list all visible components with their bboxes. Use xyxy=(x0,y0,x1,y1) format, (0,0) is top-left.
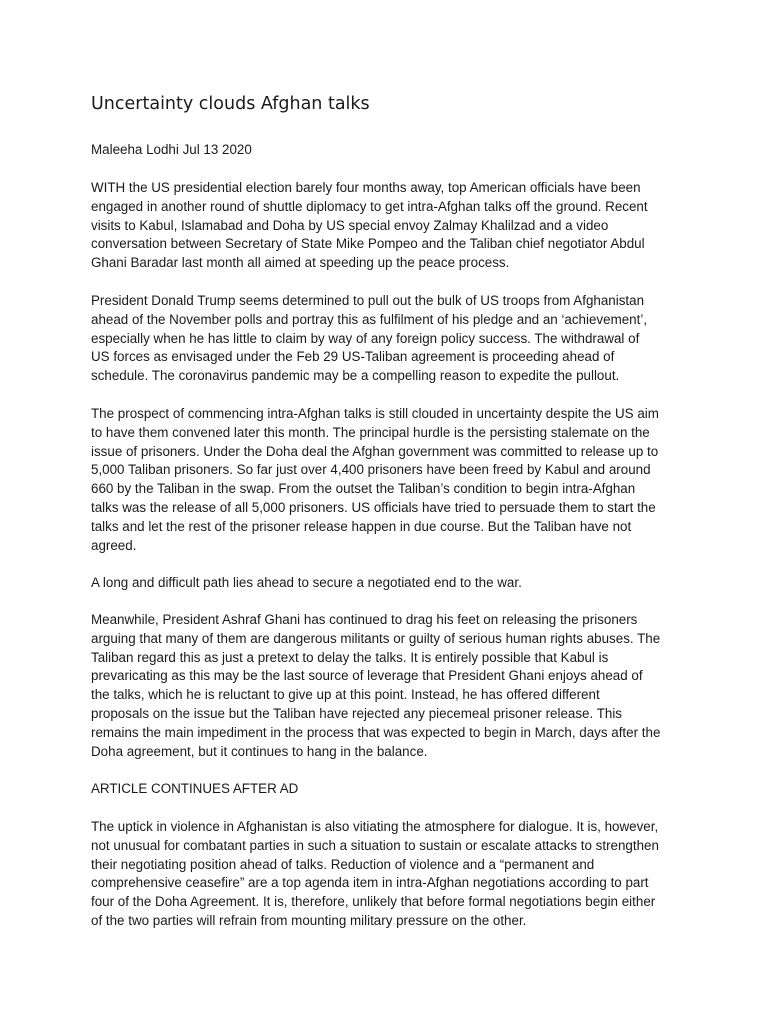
paragraph xyxy=(91,611,660,761)
paragraph xyxy=(91,818,659,931)
text-line: especially when he has little to claim by way of any foreign policy success. The withdrawal of xyxy=(91,330,640,346)
text-line: not unusual for combatant parties in such a situation to sustain or escalate attacks to strengthen xyxy=(91,837,659,853)
text-line: 660 by the Taliban in the swap. From the outset the Taliban’s condition to begin intra-Afghan xyxy=(91,481,636,497)
text-line: the talks, which he is reluctant to give up at this point. Instead, he has offered different xyxy=(91,687,600,703)
text-line: talks was the release of all 5,000 prisoners. US officials have tried to persuade them to start the xyxy=(91,499,656,515)
text-line: comprehensive ceasefire” are a top agenda item in intra-Afghan negotiations according to part xyxy=(91,875,649,891)
text-line: engaged in another round of shuttle diplomacy to get intra-Afghan talks off the ground. Recent xyxy=(91,198,648,214)
text-line: issue of prisoners. Under the Doha deal the Afghan government was committed to release up to xyxy=(91,443,659,459)
text-line: their negotiating position ahead of talks. Reduction of violence and a “permanent and xyxy=(91,856,595,872)
text-line: of the two parties will refrain from mounting military pressure on the other. xyxy=(91,912,527,928)
text-line: A long and difficult path lies ahead to secure a negotiated end to the war. xyxy=(91,575,522,590)
text-line: The uptick in violence in Afghanistan is also vitiating the atmosphere for dialogue. It is, however, xyxy=(91,819,659,834)
text-line: four of the Doha Agreement. It is, therefore, unlikely that before formal negotiations begin either xyxy=(91,894,656,910)
text-line: ahead of the November polls and portray this as fulfilment of his pledge and an ‘achievement’, xyxy=(91,311,648,327)
text-line: to have them convened later this month. The principal hurdle is the persisting stalemate on the xyxy=(91,424,650,440)
text-line: The prospect of commencing intra-Afghan talks is still clouded in uncertainty despite the US aim xyxy=(91,406,659,421)
text-line: Doha agreement, but it continues to hang in the balance. xyxy=(91,743,428,759)
text-line: arguing that many of them are dangerous militants or guilty of serious human rights abuses. The xyxy=(91,630,661,646)
article-title: Uncertainty clouds Afghan talks xyxy=(91,94,370,114)
ad-notice xyxy=(91,780,298,799)
text-line: WITH the US presidential election barely four months away, top American officials have been xyxy=(91,180,641,195)
paragraph xyxy=(91,179,648,273)
text-line: proposals on the issue but the Taliban have rejected any piecemeal prisoner release. This xyxy=(91,705,622,721)
text-line: prevaricating as this may be the last source of leverage that President Ghani enjoys ahead of xyxy=(91,668,643,684)
text-line: US forces as envisaged under the Feb 29 US-Taliban agreement is proceeding ahead of xyxy=(91,349,615,365)
paragraph xyxy=(91,574,522,593)
text-line: ARTICLE CONTINUES AFTER AD xyxy=(91,781,299,796)
paragraph xyxy=(91,405,659,555)
text-line: visits to Kabul, Islamabad and Doha by US special envoy Zalmay Khalilzad and a video xyxy=(91,217,609,233)
text-line: Taliban regard this as just a pretext to delay the talks. It is entirely possible that Kabul is xyxy=(91,649,609,665)
text-line: agreed. xyxy=(91,537,137,553)
text-line: Meanwhile, President Ashraf Ghani has continued to drag his feet on releasing the prisoners xyxy=(91,612,638,627)
text-line: President Donald Trump seems determined to pull out the bulk of US troops from Afghanistan xyxy=(91,293,645,308)
text-line: talks and let the rest of the prisoner release happen in due course. But the Taliban have not xyxy=(91,518,632,534)
paragraph xyxy=(91,292,647,386)
text-line: Ghani Baradar last month all aimed at speeding up the peace process. xyxy=(91,255,510,271)
text-line: 5,000 Taliban prisoners. So far just over 4,400 prisoners have been freed by Kabul and around xyxy=(91,462,651,478)
text-line: schedule. The coronavirus pandemic may be a compelling reason to expedite the pullout. xyxy=(91,368,620,384)
text-line: remains the main impediment in the process that was expected to begin in March, days after the xyxy=(91,724,661,740)
text-line: conversation between Secretary of State Mike Pompeo and the Taliban chief negotiator Abdul xyxy=(91,236,645,252)
article-byline: Maleeha Lodhi Jul 13 2020 xyxy=(91,142,252,157)
